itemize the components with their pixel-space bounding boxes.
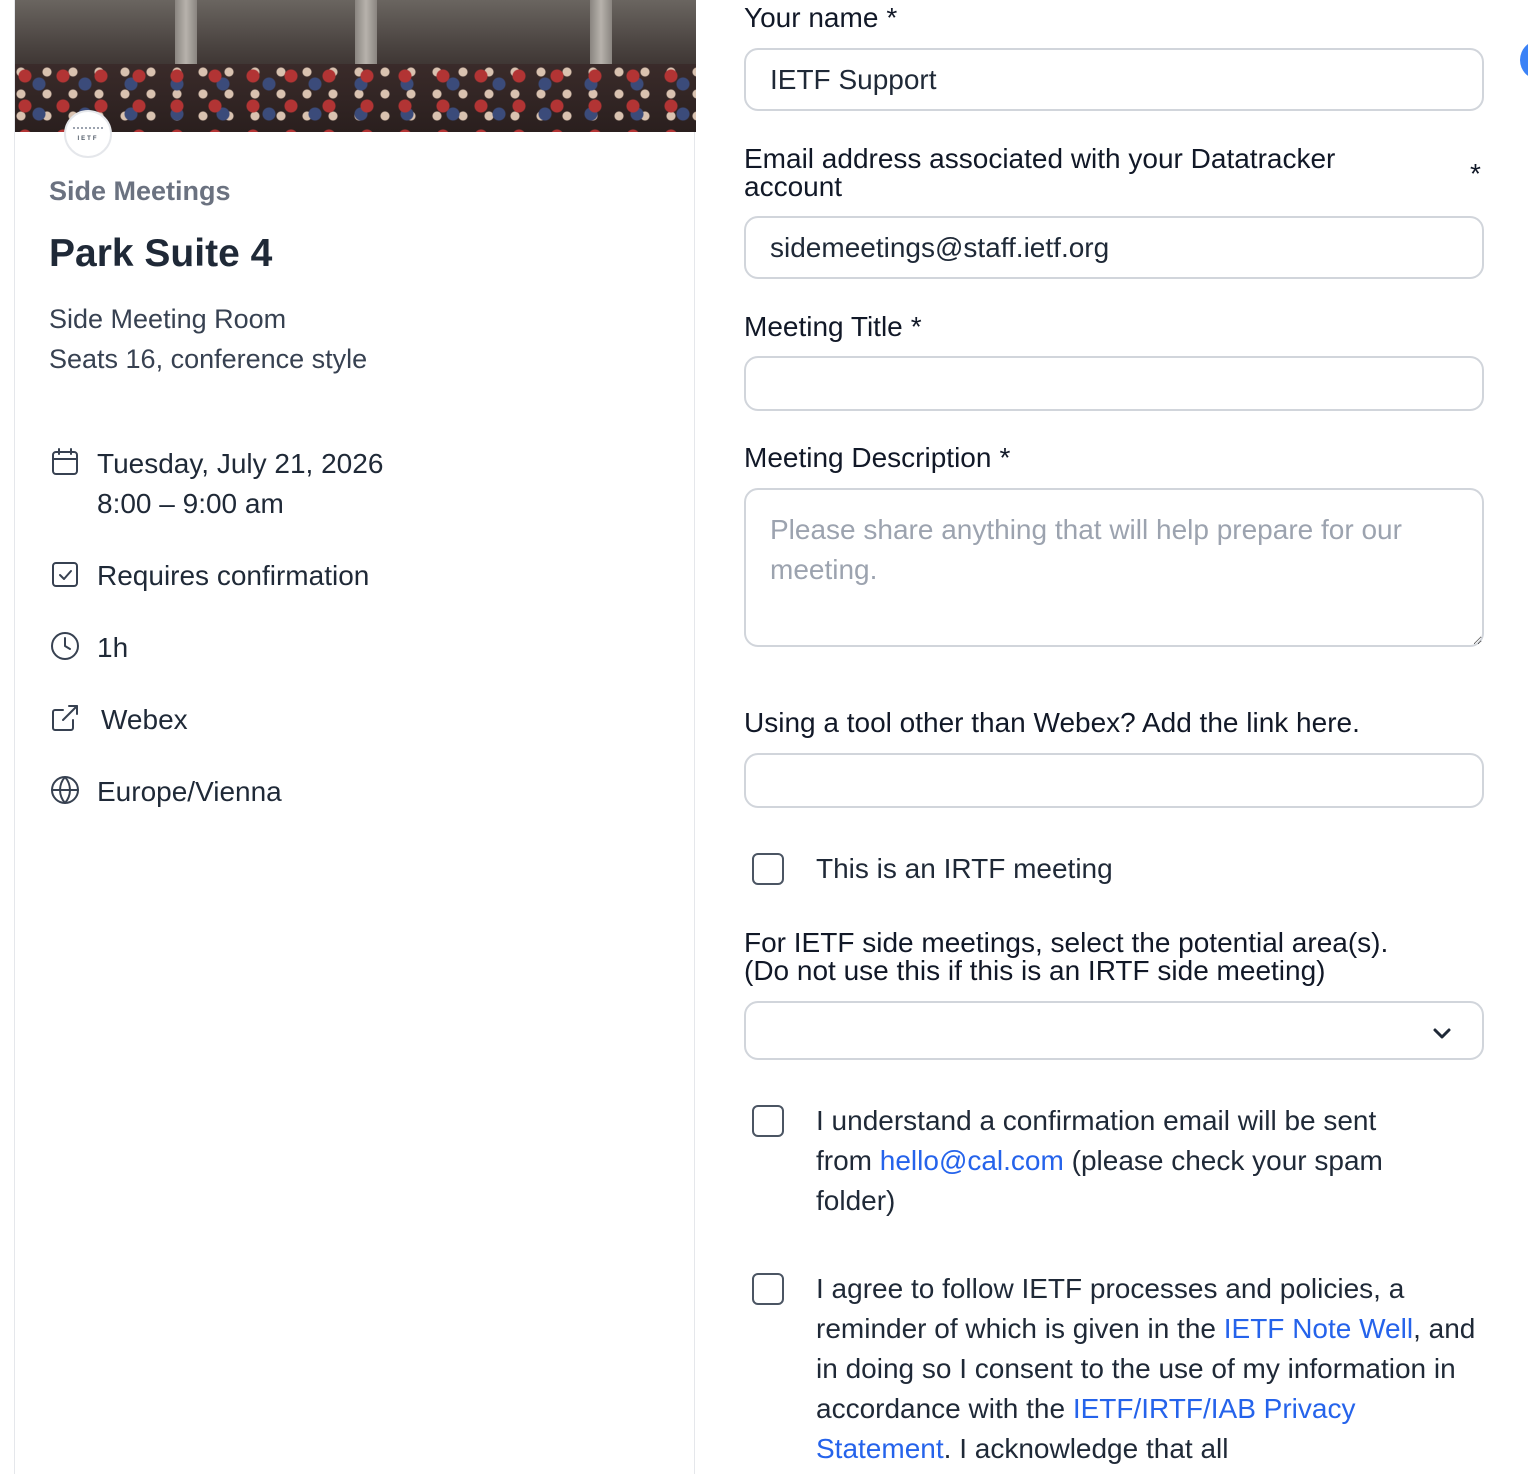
event-title: Park Suite 4 bbox=[49, 232, 273, 275]
meeting-title-input[interactable] bbox=[744, 356, 1484, 411]
meeting-link-input[interactable] bbox=[744, 753, 1484, 808]
event-date: Tuesday, July 21, 2026 bbox=[97, 448, 384, 479]
chevron-down-icon bbox=[1430, 1021, 1454, 1045]
policy-agreement-checkbox[interactable] bbox=[752, 1273, 784, 1305]
event-location-row bbox=[49, 700, 188, 740]
event-time: 8:00 – 9:00 am bbox=[97, 488, 284, 519]
banner-image bbox=[15, 0, 696, 132]
org-avatar bbox=[64, 110, 112, 158]
calendar-icon bbox=[49, 446, 81, 478]
event-date-row bbox=[49, 444, 383, 524]
globe-icon bbox=[49, 774, 81, 806]
event-duration-row bbox=[49, 628, 128, 668]
calendar-check-icon bbox=[49, 558, 81, 590]
event-location: Webex bbox=[101, 704, 188, 735]
name-input[interactable] bbox=[744, 48, 1484, 111]
event-timezone-row[interactable] bbox=[49, 772, 282, 812]
org-name: Side Meetings bbox=[49, 176, 231, 206]
email-label: Email address associated with your Datatracker account bbox=[744, 143, 1336, 202]
confirmation-email-checkbox-row[interactable] bbox=[752, 1101, 1432, 1221]
meeting-description-label: Meeting Description * bbox=[744, 442, 1011, 473]
name-label: Your name * bbox=[744, 2, 898, 33]
required-marker: * bbox=[999, 442, 1011, 473]
event-description-line: Seats 16, conference style bbox=[49, 344, 368, 374]
meeting-link-label: Using a tool other than Webex? Add the link here. bbox=[744, 707, 1360, 738]
confirmation-email-label: I understand a confirmation email will be sent from hello@cal.com (please check your spam folder) bbox=[816, 1105, 1383, 1216]
confirmation-email-checkbox[interactable] bbox=[752, 1105, 784, 1137]
meeting-description-textarea[interactable] bbox=[744, 488, 1484, 647]
event-description-line: Side Meeting Room bbox=[49, 304, 287, 334]
required-marker: * bbox=[886, 2, 898, 33]
event-confirmation-row bbox=[49, 556, 369, 596]
clock-icon bbox=[49, 630, 81, 662]
required-marker: * bbox=[1470, 158, 1481, 189]
event-timezone[interactable]: Europe/Vienna bbox=[97, 776, 282, 807]
policy-agreement-checkbox-row[interactable] bbox=[752, 1269, 1482, 1469]
irtf-checkbox-label: This is an IRTF meeting bbox=[816, 853, 1113, 884]
floating-action-button[interactable] bbox=[1520, 40, 1528, 80]
privacy-statement-link[interactable]: IETF/IRTF/IAB Privacy Statement bbox=[816, 1393, 1356, 1464]
external-link-icon bbox=[49, 702, 81, 734]
irtf-checkbox-row[interactable] bbox=[752, 849, 1113, 889]
area-select[interactable] bbox=[744, 1001, 1484, 1060]
event-confirmation: Requires confirmation bbox=[97, 560, 370, 591]
area-label: For IETF side meetings, select the potential area(s). (Do not use this if this is an IRTF side meeting) bbox=[744, 927, 1389, 986]
policy-agreement-label: I agree to follow IETF processes and policies, a reminder of which is given in the IETF Note Well, and in doing so I consent to the use of my information in accordance with the IETF/IRTF/IAB Privacy Statement. I acknowledge that all bbox=[816, 1273, 1476, 1464]
org-avatar-text: IETF bbox=[77, 135, 99, 142]
email-input[interactable] bbox=[744, 216, 1484, 279]
event-duration: 1h bbox=[97, 632, 129, 663]
meeting-title-label: Meeting Title * bbox=[744, 311, 922, 342]
irtf-checkbox[interactable] bbox=[752, 853, 784, 885]
note-well-link[interactable]: IETF Note Well bbox=[1223, 1313, 1414, 1344]
required-marker: * bbox=[910, 311, 922, 342]
cal-email-link[interactable]: hello@cal.com bbox=[879, 1145, 1064, 1176]
